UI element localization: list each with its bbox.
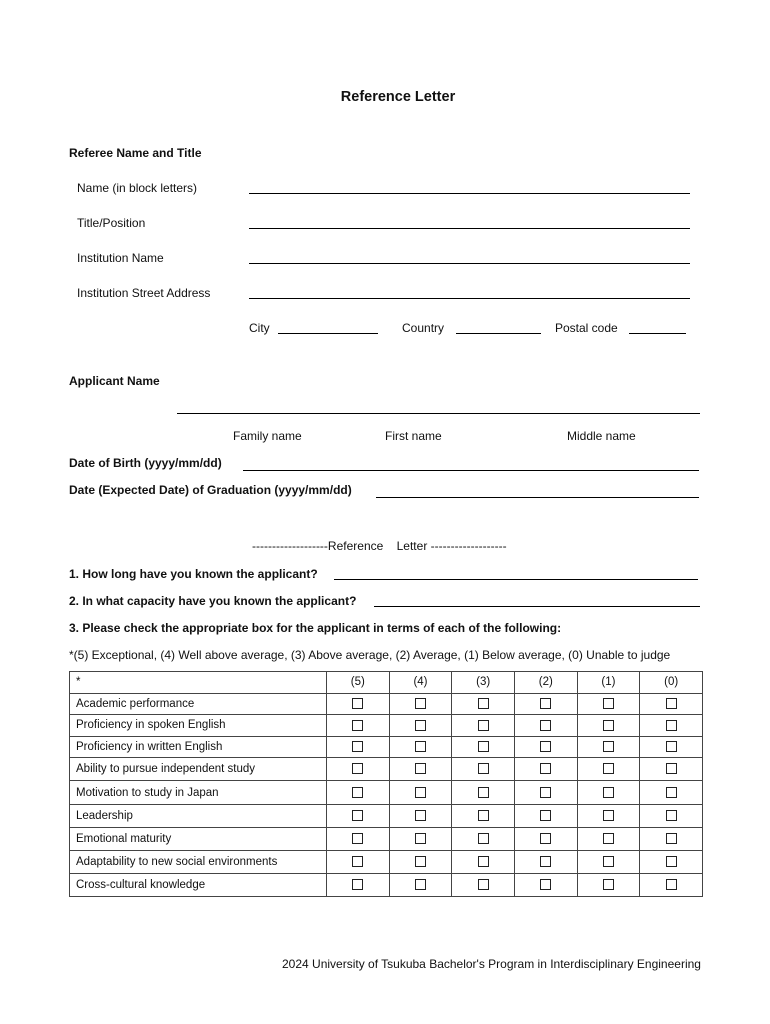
first-name-label: First name <box>385 429 442 443</box>
rating-checkbox[interactable] <box>415 856 426 867</box>
rating-checkbox[interactable] <box>478 879 489 890</box>
rating-cell <box>514 736 577 758</box>
rating-cell <box>577 758 640 781</box>
rating-checkbox[interactable] <box>540 833 551 844</box>
question-1: 1. How long have you known the applicant? <box>69 567 318 581</box>
rating-checkbox[interactable] <box>540 879 551 890</box>
rating-checkbox[interactable] <box>666 720 677 731</box>
rating-cell <box>514 758 577 781</box>
criterion-label: Ability to pursue independent study <box>70 758 327 781</box>
rating-checkbox[interactable] <box>352 741 363 752</box>
rating-checkbox[interactable] <box>540 810 551 821</box>
referee-name-field[interactable] <box>249 193 690 194</box>
rating-cell <box>640 758 703 781</box>
postal-code-label: Postal code <box>555 321 618 335</box>
table-row <box>70 715 703 737</box>
rating-cell <box>452 736 515 758</box>
referee-heading: Referee Name and Title <box>69 146 202 160</box>
rating-checkbox[interactable] <box>603 856 614 867</box>
applicant-heading: Applicant Name <box>69 374 160 388</box>
rating-checkbox[interactable] <box>540 698 551 709</box>
rating-cell <box>452 874 515 897</box>
question-3: 3. Please check the appropriate box for the applicant in terms of each of the following: <box>69 621 562 635</box>
city-label: City <box>249 321 270 335</box>
table-row <box>70 758 703 781</box>
question-2-answer[interactable] <box>374 606 700 607</box>
rating-checkbox[interactable] <box>603 698 614 709</box>
rating-cell <box>389 828 452 851</box>
rating-cell <box>327 693 390 715</box>
rating-checkbox[interactable] <box>666 763 677 774</box>
rating-checkbox[interactable] <box>666 810 677 821</box>
rating-header-row <box>70 672 703 694</box>
graduation-date-label: Date (Expected Date) of Graduation (yyyy/mm/dd) <box>69 483 352 497</box>
rating-cell <box>327 758 390 781</box>
rating-checkbox[interactable] <box>415 720 426 731</box>
date-of-birth-field[interactable] <box>243 470 699 471</box>
rating-checkbox[interactable] <box>666 856 677 867</box>
rating-checkbox[interactable] <box>478 698 489 709</box>
rating-cell <box>514 851 577 874</box>
institution-address-label: Institution Street Address <box>77 286 211 300</box>
rating-cell <box>389 805 452 828</box>
rating-cell <box>452 693 515 715</box>
rating-checkbox[interactable] <box>415 810 426 821</box>
table-row <box>70 781 703 805</box>
rating-cell <box>640 693 703 715</box>
rating-cell <box>327 736 390 758</box>
table-row <box>70 693 703 715</box>
rating-cell <box>452 758 515 781</box>
rating-checkbox[interactable] <box>352 856 363 867</box>
rating-checkbox[interactable] <box>415 833 426 844</box>
rating-cell <box>577 874 640 897</box>
footer-text: 2024 University of Tsukuba Bachelor's Program in Interdisciplinary Engineering <box>282 957 701 971</box>
rating-checkbox[interactable] <box>540 741 551 752</box>
rating-checkbox[interactable] <box>478 741 489 752</box>
institution-address-field[interactable] <box>249 298 690 299</box>
rating-cell <box>452 851 515 874</box>
rating-checkbox[interactable] <box>666 741 677 752</box>
criterion-label: Emotional maturity <box>70 828 327 851</box>
rating-cell <box>327 781 390 805</box>
graduation-date-field[interactable] <box>376 497 699 498</box>
rating-checkbox[interactable] <box>540 720 551 731</box>
family-name-label: Family name <box>233 429 302 443</box>
page-title: Reference Letter <box>340 89 456 105</box>
rating-cell <box>577 828 640 851</box>
score-header-3: (3) <box>452 672 515 694</box>
rating-cell <box>389 851 452 874</box>
rating-cell <box>640 805 703 828</box>
rating-cell <box>452 715 515 737</box>
rating-checkbox[interactable] <box>415 879 426 890</box>
referee-title-label: Title/Position <box>77 216 146 230</box>
criterion-label: Proficiency in spoken English <box>70 715 327 737</box>
rating-cell <box>389 758 452 781</box>
criterion-label: Proficiency in written English <box>70 736 327 758</box>
rating-checkbox[interactable] <box>540 763 551 774</box>
rating-checkbox[interactable] <box>603 720 614 731</box>
rating-cell <box>389 693 452 715</box>
question-1-answer[interactable] <box>334 579 698 580</box>
rating-cell <box>640 715 703 737</box>
rating-checkbox[interactable] <box>478 763 489 774</box>
country-label: Country <box>402 321 445 335</box>
score-header-2: (2) <box>514 672 577 694</box>
table-row <box>70 828 703 851</box>
rating-cell <box>327 715 390 737</box>
referee-name-label: Name (in block letters) <box>77 181 198 195</box>
rating-cell <box>452 781 515 805</box>
rating-checkbox[interactable] <box>603 833 614 844</box>
applicant-name-field[interactable] <box>177 413 700 414</box>
criterion-label: Motivation to study in Japan <box>70 781 327 805</box>
rating-cell <box>327 805 390 828</box>
date-of-birth-label: Date of Birth (yyyy/mm/dd) <box>69 456 222 470</box>
score-header-1: (1) <box>577 672 640 694</box>
rating-table <box>69 671 703 897</box>
rating-cell <box>577 781 640 805</box>
rating-checkbox[interactable] <box>603 763 614 774</box>
rating-cell <box>640 874 703 897</box>
rating-cell <box>389 736 452 758</box>
rating-cell <box>514 828 577 851</box>
question-2: 2. In what capacity have you known the applicant? <box>69 594 357 608</box>
rating-checkbox[interactable] <box>352 720 363 731</box>
rating-cell <box>514 715 577 737</box>
rating-cell <box>577 736 640 758</box>
rating-cell <box>327 828 390 851</box>
rating-cell <box>514 693 577 715</box>
country-field[interactable] <box>456 333 541 334</box>
middle-name-label: Middle name <box>567 429 636 443</box>
rating-cell <box>452 828 515 851</box>
rating-cell <box>452 805 515 828</box>
rating-checkbox[interactable] <box>603 810 614 821</box>
rating-checkbox[interactable] <box>603 787 614 798</box>
rating-checkbox[interactable] <box>478 787 489 798</box>
rating-checkbox[interactable] <box>666 879 677 890</box>
rating-scale-note: *(5) Exceptional, (4) Well above average, (3) Above average, (2) Average, (1) Below average, (0) Unable to judge <box>69 648 671 662</box>
rating-checkbox[interactable] <box>603 879 614 890</box>
rating-cell <box>640 828 703 851</box>
rating-checkbox[interactable] <box>603 741 614 752</box>
referee-title-field[interactable] <box>249 228 690 229</box>
rating-cell <box>640 736 703 758</box>
criterion-label: Academic performance <box>70 693 327 715</box>
rating-corner-cell: * <box>70 672 327 694</box>
institution-name-field[interactable] <box>249 263 690 264</box>
rating-cell <box>514 805 577 828</box>
table-row <box>70 805 703 828</box>
rating-checkbox[interactable] <box>666 698 677 709</box>
rating-checkbox[interactable] <box>666 833 677 844</box>
rating-checkbox[interactable] <box>666 787 677 798</box>
rating-checkbox[interactable] <box>478 856 489 867</box>
rating-checkbox[interactable] <box>415 787 426 798</box>
rating-checkbox[interactable] <box>352 833 363 844</box>
rating-checkbox[interactable] <box>415 763 426 774</box>
postal-code-field[interactable] <box>629 333 686 334</box>
rating-checkbox[interactable] <box>478 720 489 731</box>
rating-cell <box>577 851 640 874</box>
rating-cell <box>640 851 703 874</box>
rating-checkbox[interactable] <box>352 810 363 821</box>
rating-checkbox[interactable] <box>352 698 363 709</box>
rating-checkbox[interactable] <box>415 741 426 752</box>
rating-checkbox[interactable] <box>415 698 426 709</box>
rating-cell <box>577 805 640 828</box>
table-row <box>70 736 703 758</box>
table-row <box>70 874 703 897</box>
rating-checkbox[interactable] <box>478 810 489 821</box>
rating-checkbox[interactable] <box>540 787 551 798</box>
rating-cell <box>389 781 452 805</box>
reference-letter-divider: -------------------Reference Letter ------------------- <box>252 539 507 553</box>
institution-name-label: Institution Name <box>77 251 164 265</box>
rating-cell <box>514 781 577 805</box>
rating-cell <box>514 874 577 897</box>
rating-cell <box>389 874 452 897</box>
city-field[interactable] <box>278 333 378 334</box>
rating-cell <box>327 874 390 897</box>
rating-cell <box>389 715 452 737</box>
rating-cell <box>577 715 640 737</box>
rating-cell <box>640 781 703 805</box>
rating-checkbox[interactable] <box>540 856 551 867</box>
score-header-4: (4) <box>389 672 452 694</box>
table-row <box>70 851 703 874</box>
score-header-5: (5) <box>327 672 390 694</box>
score-header-0: (0) <box>640 672 703 694</box>
criterion-label: Leadership <box>70 805 327 828</box>
rating-cell <box>327 851 390 874</box>
rating-checkbox[interactable] <box>352 763 363 774</box>
rating-cell <box>577 693 640 715</box>
criterion-label: Adaptability to new social environments <box>70 851 327 874</box>
rating-checkbox[interactable] <box>352 879 363 890</box>
criterion-label: Cross-cultural knowledge <box>70 874 327 897</box>
rating-checkbox[interactable] <box>352 787 363 798</box>
rating-checkbox[interactable] <box>478 833 489 844</box>
